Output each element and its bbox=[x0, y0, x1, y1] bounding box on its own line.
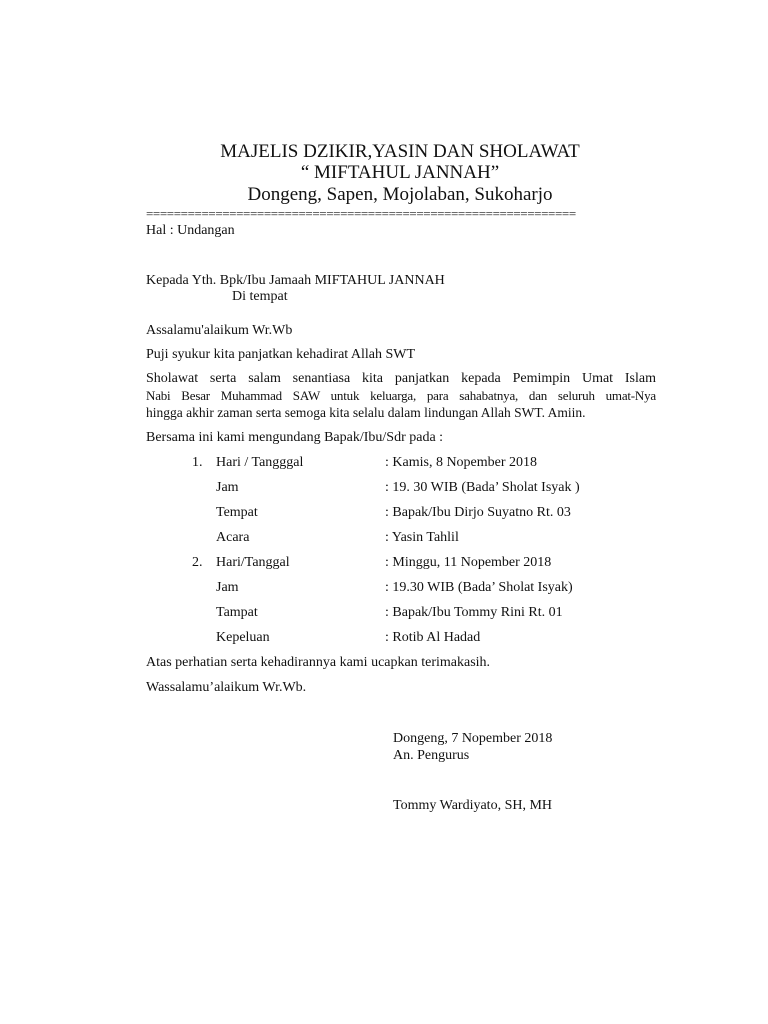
place-date: Dongeng, 7 Nopember 2018 bbox=[393, 731, 553, 746]
event-label: Hari / Tangggal bbox=[216, 455, 304, 470]
header-divider: ============================================================== bbox=[146, 207, 576, 221]
greeting: Assalamu'alaikum Wr.Wb bbox=[146, 323, 293, 338]
event-value: : Kamis, 8 Nopember 2018 bbox=[385, 455, 538, 470]
event-label: Jam bbox=[216, 480, 239, 495]
signatory-name: Tommy Wardiyato, SH, MH bbox=[393, 798, 553, 813]
event-value: : Yasin Tahlil bbox=[385, 530, 459, 545]
on-behalf-line: An. Pengurus bbox=[393, 748, 470, 763]
event-label: Hari/Tanggal bbox=[216, 555, 290, 570]
event-value: : 19. 30 WIB (Bada’ Sholat Isyak ) bbox=[385, 480, 580, 495]
event-label: Tempat bbox=[216, 505, 258, 520]
event-label: Acara bbox=[216, 530, 250, 545]
recipient-place: Di tempat bbox=[232, 289, 288, 304]
recipient-line: Kepada Yth. Bpk/Ibu Jamaah MIFTAHUL JANNAH bbox=[146, 273, 445, 288]
sholawat-line: Sholawat serta salam senantiasa kita panjatkan kepada Pemimpin Umat Islam bbox=[146, 371, 656, 386]
subject-line: Hal : Undangan bbox=[146, 223, 235, 238]
farewell-line: Wassalamu’alaikum Wr.Wb. bbox=[146, 680, 307, 695]
event-label: Tampat bbox=[216, 605, 258, 620]
organization-address: Dongeng, Sapen, Mojolaban, Sukoharjo bbox=[247, 184, 553, 205]
event-value: : Bapak/Ibu Tommy Rini Rt. 01 bbox=[385, 605, 563, 620]
event-number: 1. bbox=[192, 455, 203, 470]
thanks-line: Atas perhatian serta kehadirannya kami ucapkan terimakasih. bbox=[146, 655, 491, 670]
organization-title: “ MIFTAHUL JANNAH” bbox=[300, 162, 500, 183]
event-value: : Bapak/Ibu Dirjo Suyatno Rt. 03 bbox=[385, 505, 571, 520]
praise-line: Puji syukur kita panjatkan kehadirat Allah SWT bbox=[146, 347, 416, 362]
event-value: : Rotib Al Hadad bbox=[385, 630, 481, 645]
organization-name: MAJELIS DZIKIR,YASIN DAN SHOLAWAT bbox=[220, 141, 580, 162]
event-value: : 19.30 WIB (Bada’ Sholat Isyak) bbox=[385, 580, 573, 595]
event-label: Jam bbox=[216, 580, 239, 595]
event-number: 2. bbox=[192, 555, 203, 570]
event-value: : Minggu, 11 Nopember 2018 bbox=[385, 555, 552, 570]
sholawat-line: Nabi Besar Muhammad SAW untuk keluarga, para sahabatnya, dan seluruh umat-Nya bbox=[146, 388, 656, 403]
invitation-line: Bersama ini kami mengundang Bapak/Ibu/Sdr pada : bbox=[146, 430, 444, 445]
event-label: Kepeluan bbox=[216, 630, 270, 645]
sholawat-line: hingga akhir zaman serta semoga kita selalu dalam lindungan Allah SWT. Amiin. bbox=[146, 405, 586, 420]
